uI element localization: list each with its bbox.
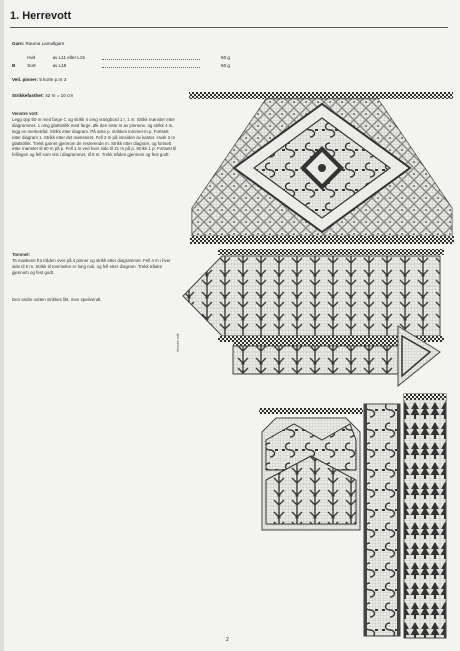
chart-vertical-band-2 <box>404 394 446 638</box>
section-text: Legg opp 60 m med farge C og strikk 4 omg vrangbord 1 r, 1 vr. Strikk mønster etter diagrammet. 1 omg glattstrikk med farge. Øk den siste m av pinnene, og strikk 4 m, legg en merketråd. Strikk etter diagram. På siste p. strikkes tommel-m.p. Fortsett etter diagram 1. Strikk etter det mønsteret. Fell 2 m på innsiden av kantet. Husk 2 m glattstrikk. Trekk garnet gjennom de resterende m. Strikk etter diagram, og fortsett etter mønster til 60 m på p. Fell 1 m ved hver side til 21 m på p. Strikk 1 p. Fortsett til fellingen og fell som vist i diagrammet, til 8 m. Trekk tråden gjennom og fest godt. <box>12 116 177 158</box>
yarn-color: Hvit <box>27 55 36 60</box>
band-edge <box>397 404 400 636</box>
gauge-label: Strikkefasthet: <box>12 93 44 98</box>
chart-border-band <box>233 340 401 346</box>
band-top <box>404 394 446 400</box>
chart-grid <box>364 404 400 636</box>
yarn-amount: av L11 eller L15 <box>52 55 85 60</box>
chart-grid <box>233 346 401 374</box>
band-edge <box>364 404 367 636</box>
chart-border-band <box>190 236 454 244</box>
diamond-center-dot <box>318 164 326 172</box>
chart-small-thumb <box>259 408 363 530</box>
yarn-grams: 50 g <box>221 55 230 60</box>
needles-value: 5 korte p.nr 3 <box>39 77 67 82</box>
chart-grid <box>183 256 440 336</box>
yarn-label: Garn: <box>12 41 25 46</box>
section-text: Ta maskene fra tråden over på 4 pinner og strikk etter diagrammet. Fell 4 m i hver side til 8 m. Strikk til tommelen er lang nok, og fell etter diagram. Trekk tråden gjennom og fest godt. <box>12 257 171 275</box>
page-title: 1. Herrevott <box>10 10 72 22</box>
section-text: Den andre votten strikkes likt, men speilvendt. <box>12 297 102 302</box>
chart-middle-mitten <box>183 249 444 342</box>
section-heading: Tommel: <box>12 252 30 257</box>
yarn-marker: B <box>12 63 16 68</box>
chart-vertical-band-1 <box>364 404 400 636</box>
chart-border-band <box>218 249 444 255</box>
chart-side-label: Venstre vott <box>176 333 180 352</box>
yarn-amount: av L15 <box>52 63 67 68</box>
gauge-value: 42 m = 10 cm <box>45 93 74 98</box>
page-number: 2 <box>226 637 229 643</box>
yarn-color: Sort <box>27 63 36 68</box>
chart-grid <box>404 394 446 638</box>
chart-border-band <box>189 92 453 99</box>
chart-border-band <box>259 408 363 414</box>
needles-label: Veil. pinner: <box>12 77 39 82</box>
yarn-grams: 50 g <box>221 63 230 68</box>
yarn-brand: Rauma Lamullgarn <box>25 41 65 46</box>
section-heading: Venstre vott: <box>12 111 39 116</box>
chart-upper-mitten <box>189 92 454 244</box>
